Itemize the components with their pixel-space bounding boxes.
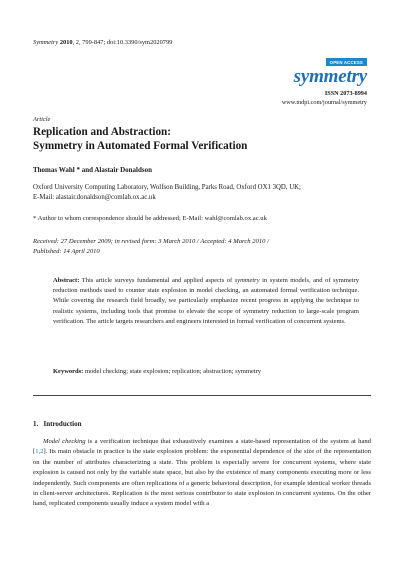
- abstract: [53, 276, 359, 327]
- intro-term: Model checking: [43, 438, 86, 445]
- dates-line-2: Published: 14 April 2010: [33, 247, 100, 255]
- affiliation-email[interactable]: E-Mail: alastair.donaldson@comlab.ox.ac.uk: [33, 193, 156, 201]
- intro-text-2: ]. Its main obstacle in practice is the state explosion problem: the exponential dependence of the size of the representation on the number of attributes characterizing a state. This problem is especially severe for concurrent systems, where state explosion is caused not only by the variable state space, but also by the existence of many components executing more or less independently. Such components are often replications of a generic behavioral description, for example identical worker threads in client-server architectures. Replication is: [33, 448, 371, 498]
- citation-rest: , 2, 799-847; doi:10.3390/sym2020799: [72, 39, 173, 46]
- intro-emphasis: the: [150, 490, 159, 498]
- title-line-1: Replication and Abstraction:: [33, 126, 171, 138]
- section-heading: [33, 420, 82, 428]
- publication-dates: [33, 237, 378, 257]
- abstract-label: Abstract:: [53, 277, 80, 284]
- intro-text-1: is a verification technique that exhaustively examines a state-based representation of the system at hand [: [33, 438, 371, 456]
- title-line-2: Symmetry in Automated Formal Verification: [33, 139, 248, 152]
- citation-journal-name: Symmetry: [33, 39, 59, 46]
- journal-citation: [33, 39, 172, 46]
- section-number: 1.: [33, 420, 39, 428]
- section-divider: [33, 395, 371, 396]
- abstract-emphasis: symmetry: [234, 277, 260, 284]
- keywords-text: model checking; state explosion; replication; abstraction; symmetry: [83, 368, 262, 375]
- journal-url[interactable]: www.mdpi.com/journal/symmetry: [281, 99, 367, 106]
- article-type: Article: [33, 116, 51, 123]
- abstract-text-2: in system models, and of symmetry reduction methods used to counter state explosion in model checking, an automated formal verification technique. While covering the research field broadly, we particularly emphasize recent progress in applying the technique to realistic systems, including tools that promise to elevate the scope of symmetry reduction to large-scale program verification. The article targets researchers and engineers interested in formal verification of concurrent systems.: [53, 277, 359, 325]
- issn: ISSN 2073-8994: [324, 90, 367, 97]
- intro-text-3: most serious contributor to state explosion in concurrent systems. On the other hand, replicated components usually induce a system model with a: [33, 490, 371, 508]
- open-access-badge: OPEN ACCESS: [326, 58, 367, 66]
- keywords-label: Keywords:: [53, 368, 84, 375]
- affiliation: [33, 183, 378, 202]
- abstract-text-1: This article surveys fundamental and applied aspects of: [79, 277, 235, 284]
- intro-paragraph: [33, 437, 371, 510]
- correspondence-note: * Author to whom correspondence should be addressed; E-Mail: wahl@comlab.ox.ac.uk: [33, 215, 267, 222]
- keywords: [53, 368, 359, 375]
- dates-line-1: Received: 27 December 2009; in revised form: 3 March 2010 / Accepted: 4 March 2010 /: [33, 238, 269, 245]
- authors: Thomas Wahl * and Alastair Donaldson: [33, 166, 152, 174]
- affiliation-line-1: Oxford University Computing Laboratory, Wolfson Building, Parks Road, Oxford OX1 3QD, UK;: [33, 184, 301, 191]
- journal-logo: symmetry: [293, 66, 367, 87]
- section-title: Introduction: [43, 420, 82, 428]
- citation-year: 2010: [59, 39, 73, 46]
- article-title: [33, 126, 373, 153]
- citation-link[interactable]: 1,2: [35, 448, 44, 456]
